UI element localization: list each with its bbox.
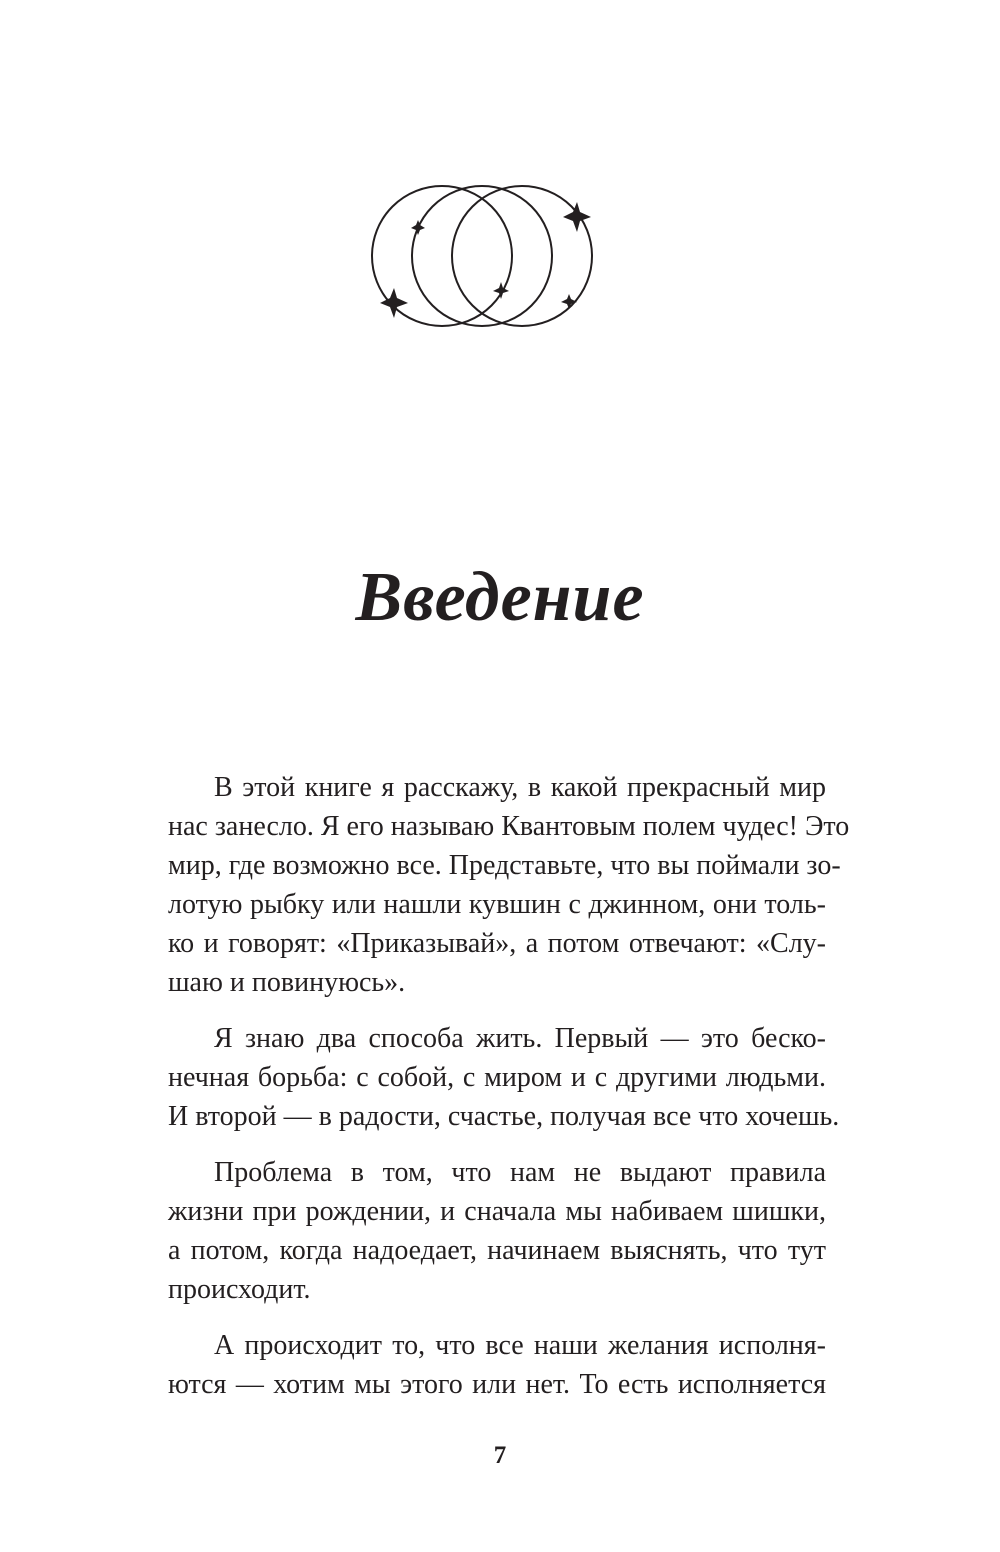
- text-line: нечная борьба: с собой, с миром и с другими людьми.: [168, 1062, 826, 1093]
- text-line: шаю и повинуюсь».: [168, 967, 406, 998]
- text-line: В этой книге я расскажу, в какой прекрасный мир: [214, 772, 826, 803]
- interlocking-circles-star-icon: [360, 172, 610, 342]
- paragraph-1: [168, 768, 850, 1002]
- text-line: ко и говорят: «Приказывай», а потом отвечают: «Слу-: [168, 928, 826, 959]
- chapter-title: Введение: [355, 559, 645, 636]
- text-line: Я знаю два способа жить. Первый — это беско-: [214, 1023, 826, 1054]
- text-line: ются — хотим мы этого или нет. То есть исполняется: [168, 1369, 826, 1400]
- text-line: И второй — в радости, счастье, получая все что хочешь.: [168, 1101, 840, 1132]
- text-line: А происходит то, что все наши желания исполня-: [214, 1330, 826, 1361]
- text-line: мир, где возможно все. Представьте, что вы поймали зо-: [168, 850, 841, 881]
- text-line: жизни при рождении, и сначала мы набиваем шишки,: [168, 1196, 826, 1227]
- paragraph-4: [168, 1326, 826, 1404]
- text-line: происходит.: [168, 1274, 311, 1305]
- text-line: нас занесло. Я его называю Квантовым полем чудес! Это: [168, 811, 850, 842]
- paragraph-2: [168, 1019, 840, 1136]
- text-line: лотую рыбку или нашли кувшин с джинном, они толь-: [168, 889, 826, 920]
- page-number: 7: [493, 1442, 507, 1469]
- text-line: Проблема в том, что нам не выдают правила: [214, 1157, 826, 1188]
- text-line: а потом, когда надоедает, начинаем выяснять, что тут: [168, 1235, 826, 1266]
- body-text: [168, 768, 850, 1421]
- paragraph-3: [168, 1153, 826, 1309]
